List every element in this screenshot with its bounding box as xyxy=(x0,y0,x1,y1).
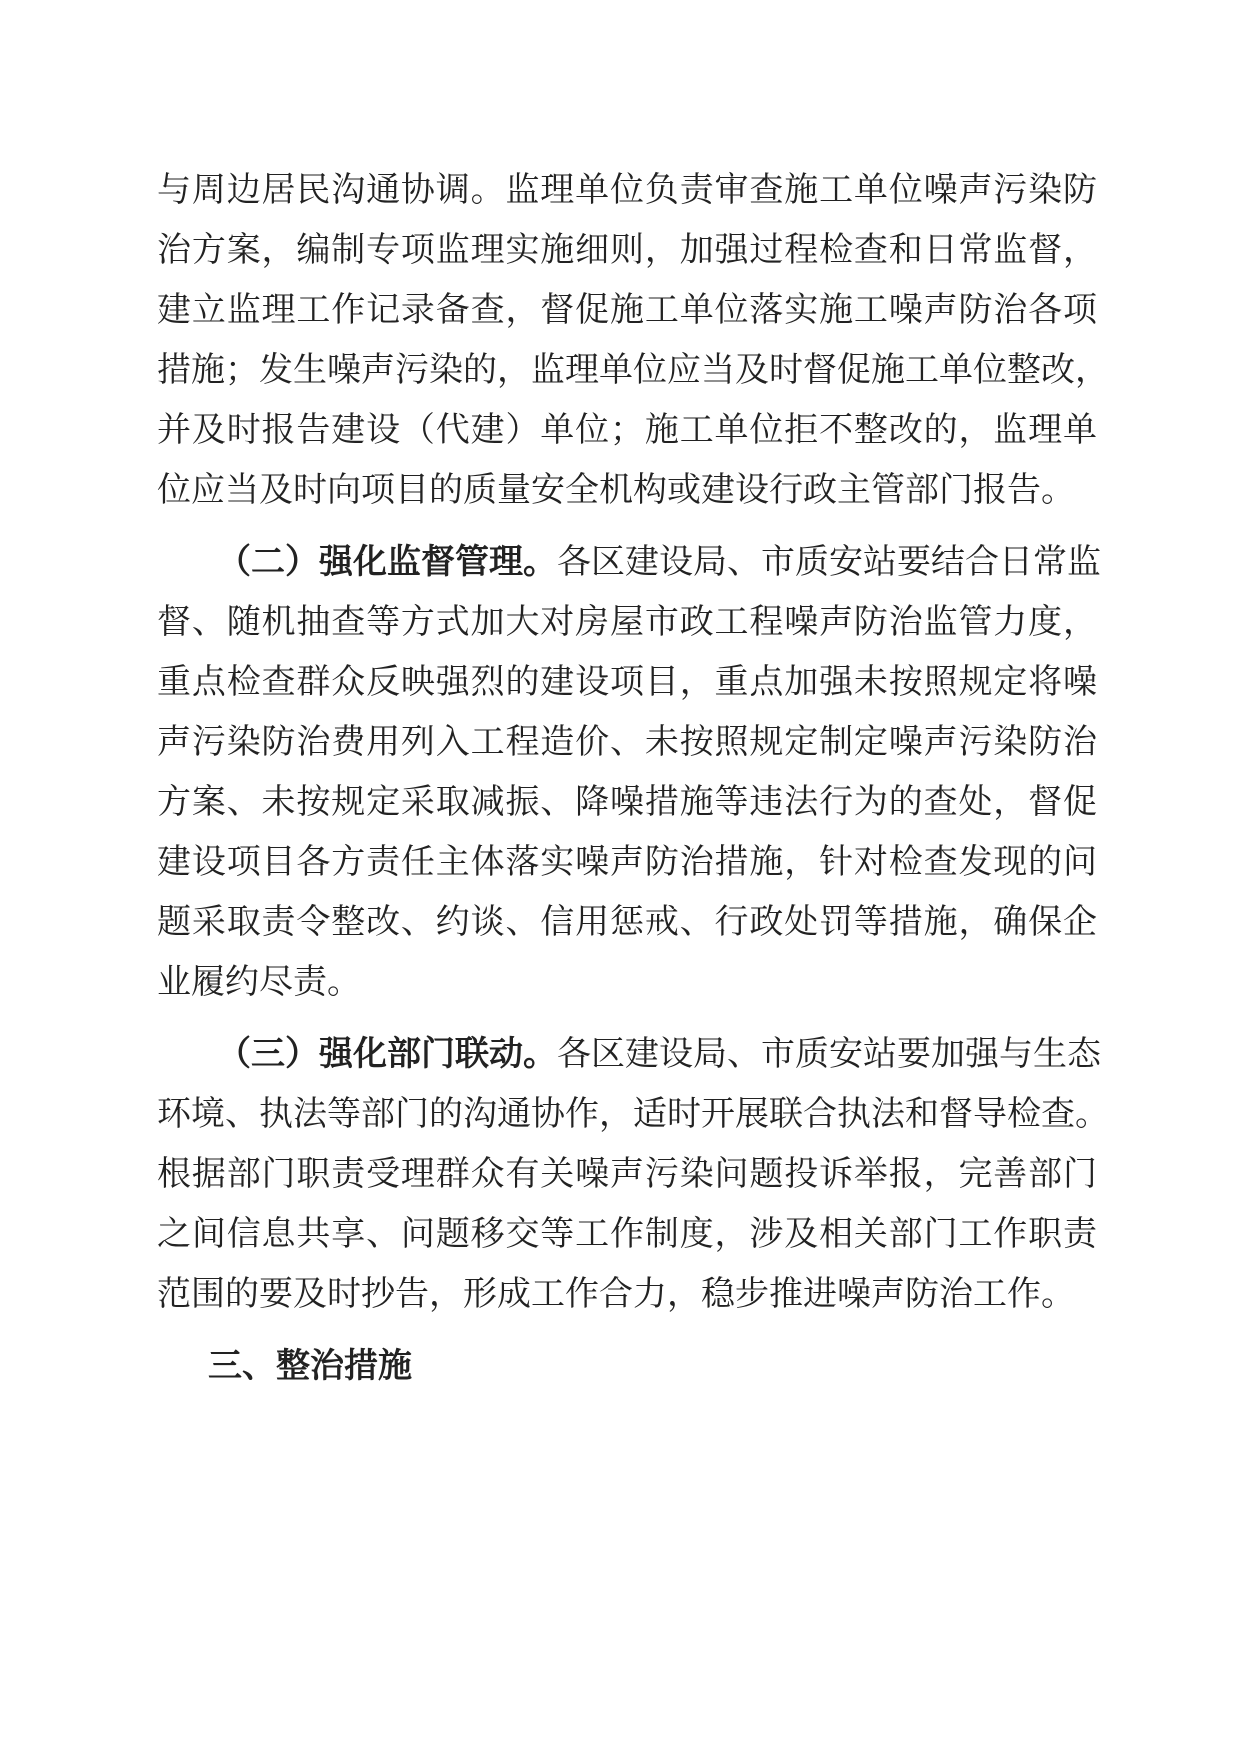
paragraph-3-line-5: 范围的要及时抄告，形成工作合力，稳步推进噪声防治工作。 xyxy=(157,1274,1075,1314)
paragraph-3-heading: （三）强化部门联动。 xyxy=(217,1034,557,1074)
paragraph-3-line-2: 环境、执法等部门的沟通协作，适时开展联合执法和督导检查。 xyxy=(157,1094,1109,1134)
paragraph-2-line-7: 题采取责令整改、约谈、信用惩戒、行政处罚等措施，确保企 xyxy=(157,902,1097,942)
section-heading: 三、整治措施 xyxy=(208,1346,412,1386)
paragraph-2-line-8: 业履约尽责。 xyxy=(157,962,361,1002)
paragraph-1-line-1: 与周边居民沟通协调。监理单位负责审查施工单位噪声污染防 xyxy=(157,170,1097,210)
paragraph-2-first-line xyxy=(217,532,1101,592)
paragraph-2-line-2: 督、随机抽查等方式加大对房屋市政工程噪声防治监管力度， xyxy=(157,602,1097,642)
paragraph-1-line-5: 并及时报告建设（代建）单位；施工单位拒不整改的，监理单 xyxy=(157,410,1097,450)
paragraph-2-heading: （二）强化监督管理。 xyxy=(217,542,557,582)
paragraph-1-line-3: 建立监理工作记录备查，督促施工单位落实施工噪声防治各项 xyxy=(157,290,1097,330)
paragraph-2-line-5: 方案、未按规定采取减振、降噪措施等违法行为的查处，督促 xyxy=(157,782,1097,822)
paragraph-1-line-6: 位应当及时向项目的质量安全机构或建设行政主管部门报告。 xyxy=(157,470,1075,510)
paragraph-3-line-4: 之间信息共享、问题移交等工作制度，涉及相关部门工作职责 xyxy=(157,1214,1097,1254)
paragraph-3-first-line-text: 各区建设局、市质安站要加强与生态 xyxy=(557,1034,1101,1074)
paragraph-3-first-line xyxy=(217,1024,1101,1084)
paragraph-1-line-4: 措施；发生噪声污染的，监理单位应当及时督促施工单位整改， xyxy=(157,350,1109,390)
paragraph-2-line-6: 建设项目各方责任主体落实噪声防治措施，针对检查发现的问 xyxy=(157,842,1097,882)
paragraph-3-line-3: 根据部门职责受理群众有关噪声污染问题投诉举报，完善部门 xyxy=(157,1154,1097,1194)
paragraph-2-first-line-text: 各区建设局、市质安站要结合日常监 xyxy=(557,542,1101,582)
paragraph-1-line-2: 治方案，编制专项监理实施细则，加强过程检查和日常监督， xyxy=(157,230,1097,270)
paragraph-2-line-3: 重点检查群众反映强烈的建设项目，重点加强未按照规定将噪 xyxy=(157,662,1097,702)
paragraph-2-line-4: 声污染防治费用列入工程造价、未按照规定制定噪声污染防治 xyxy=(157,722,1097,762)
